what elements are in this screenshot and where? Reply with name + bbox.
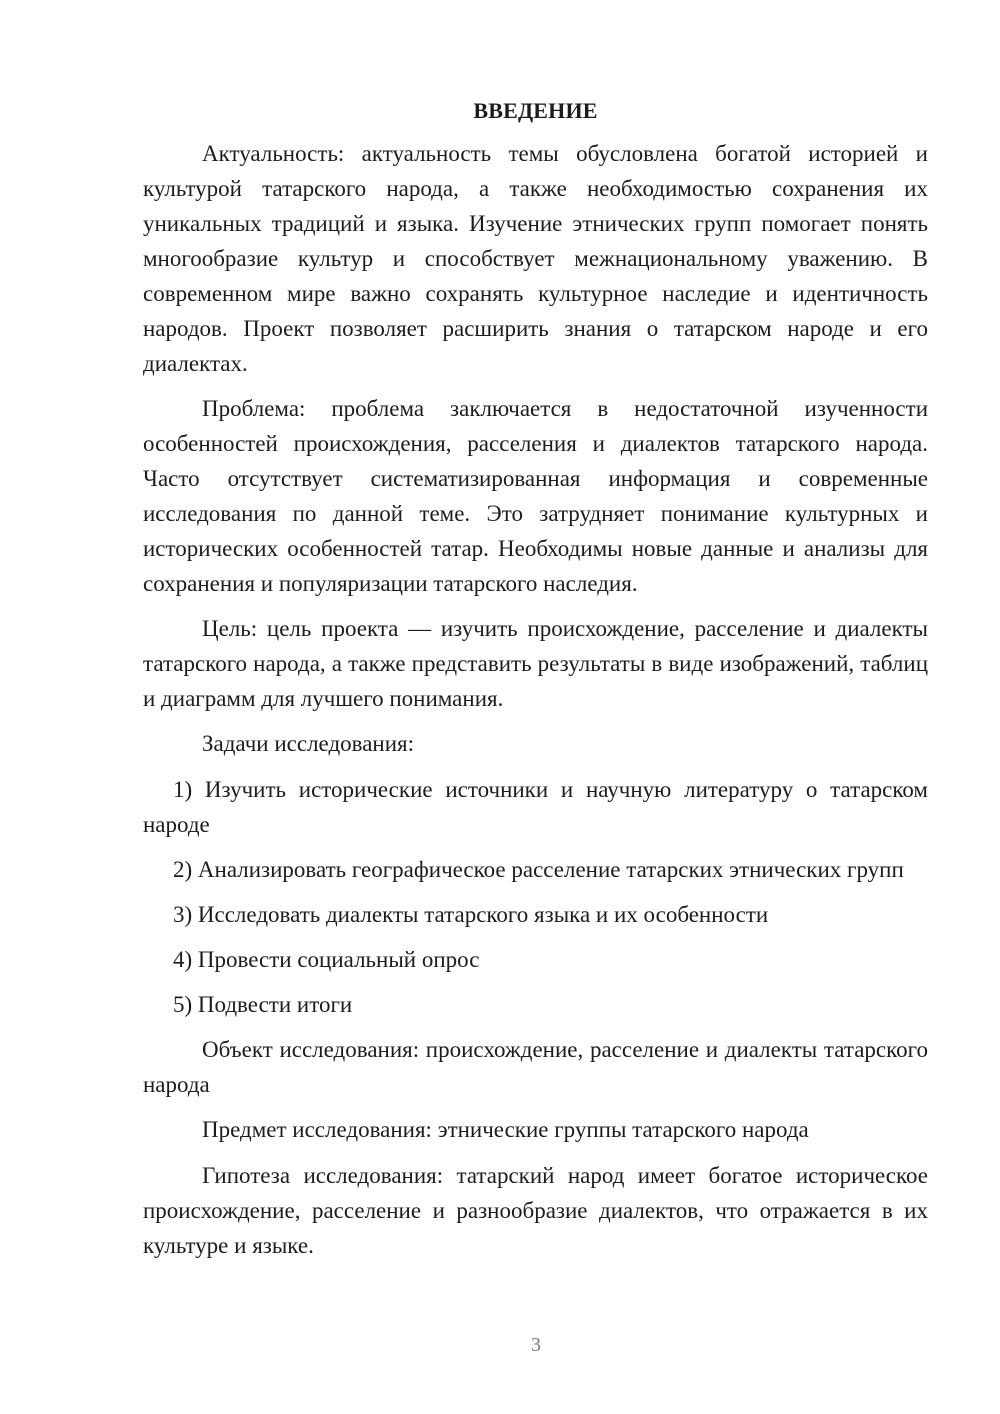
task-item-5: 5) Подвести итоги [173, 992, 353, 1017]
relevance-paragraph: Актуальность: актуальность темы обусловлена богатой историей и культурой татарского народа, а также необходимостью сохранения их уникальных традиций и языка. Изучение этнических групп помогает понять многообразие культур и способствует межнациональному уважению. В современном мире важно сохранять культурное наследие и идентичность народов. Проект позволяет расширить знания о татарском народе и его диалектах. [143, 141, 928, 376]
object-paragraph: Объект исследования: происхождение, расселение и диалекты татарского народа [143, 1037, 928, 1097]
problem-paragraph: Проблема: проблема заключается в недостаточной изученности особенностей происхождения, расселения и диалектов татарского народа. Часто отсутствует систематизированная информация и современные исследования по данной теме. Это затрудняет понимание культурных и исторических особенностей татар. Необходимы новые данные и анализы для сохранения и популяризации татарского наследия. [143, 396, 928, 596]
subject-paragraph: Предмет исследования: этнические группы татарского народа [202, 1117, 809, 1142]
goal-paragraph: Цель: цель проекта — изучить происхождение, расселение и диалекты татарского народа, а также представить результаты в виде изображений, таблиц и диаграмм для лучшего понимания. [143, 616, 928, 711]
tasks-heading: Задачи исследования: [202, 731, 415, 756]
task-item-4: 4) Провести социальный опрос [173, 947, 480, 972]
task-item-1: 1) Изучить исторические источники и научную литературу о татарском народе [143, 777, 928, 837]
section-title: ВВЕДЕНИЕ [473, 98, 598, 123]
task-item-2: 2) Анализировать географическое расселение татарских этнических групп [173, 857, 904, 882]
page-number: 3 [531, 1334, 541, 1356]
document-page [143, 96, 928, 1273]
task-item-3: 3) Исследовать диалекты татарского языка и их особенности [173, 902, 769, 927]
hypothesis-paragraph: Гипотеза исследования: татарский народ имеет богатое историческое происхождение, расселение и разнообразие диалектов, что отражается в их культуре и языке. [143, 1163, 928, 1258]
